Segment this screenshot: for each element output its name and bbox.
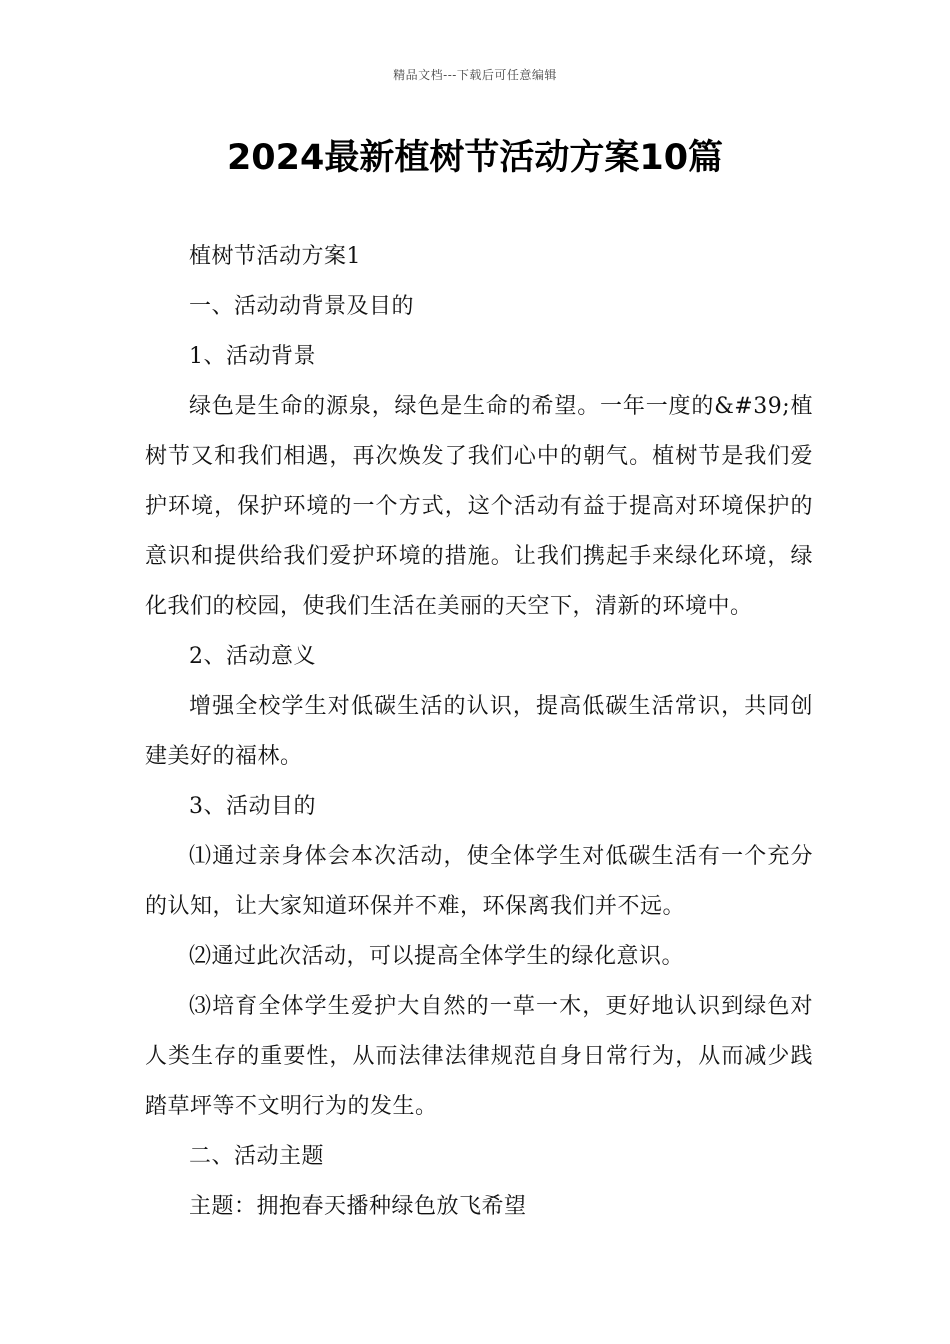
subheading-significance: 2、活动意义 — [189, 644, 316, 669]
section-heading-plan-1: 植树节活动方案1 — [189, 244, 361, 269]
paragraph-background: 绿色是生命的源泉，绿色是生命的希望。一年一度的&#39;植树节又和我们相遇，再次焕发了我们心中的朝气。植树节是我们爱护环境，保护环境的一个方式，这个活动有益于提高对环境保护的意识和提供给我们爱护环境的措施。让我们携起手来绿化环境，绿化我们的校园，使我们生活在美丽的天空下，清新的环境中。 — [145, 394, 813, 619]
paragraph-purpose-1: ⑴通过亲身体会本次活动，使全体学生对低碳生活有一个充分的认知，让大家知道环保并不难，环保离我们并不远。 — [145, 844, 813, 919]
subheading-background: 1、活动背景 — [189, 344, 316, 369]
section-heading-background-purpose: 一、活动动背景及目的 — [189, 294, 415, 319]
document-body — [145, 232, 813, 1232]
paragraph-purpose-3: ⑶培育全体学生爱护大自然的一草一木，更好地认识到绿色对人类生存的重要性，从而法律法律规范自身日常行为，从而减少践踏草坪等不文明行为的发生。 — [145, 994, 813, 1119]
header-note: 精品文档---下载后可任意编辑 — [393, 68, 557, 82]
document-title: 2024最新植树节活动方案10篇 — [226, 138, 724, 178]
subheading-purpose: 3、活动目的 — [189, 794, 316, 819]
section-heading-theme: 二、活动主题 — [189, 1144, 325, 1169]
paragraph-significance: 增强全校学生对低碳生活的认识，提高低碳生活常识，共同创建美好的福林。 — [145, 694, 813, 769]
paragraph-purpose-2: ⑵通过此次活动，可以提高全体学生的绿化意识。 — [189, 944, 685, 969]
paragraph-theme: 主题：拥抱春天播种绿色放飞希望 — [189, 1194, 527, 1219]
